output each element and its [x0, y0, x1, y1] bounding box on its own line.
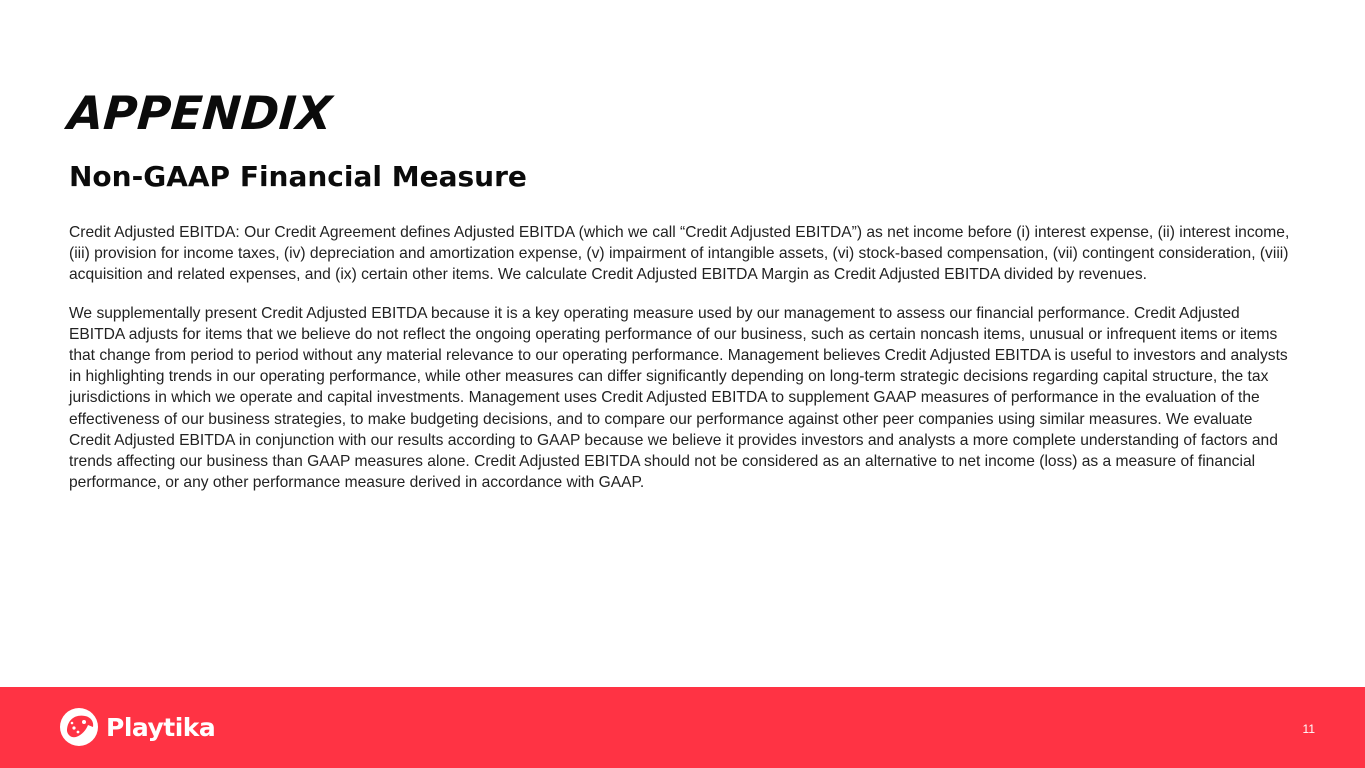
- page-title: APPENDIX: [66, 86, 334, 140]
- cheetah-logo-icon: [58, 706, 100, 748]
- footer-bar: [0, 687, 1365, 768]
- brand-name: Playtika: [106, 712, 216, 742]
- brand-logo: [58, 706, 215, 748]
- paragraph-rationale: We supplementally present Credit Adjusted EBITDA because it is a key operating measure used by our management to assess our financial performance. Credit Adjusted EBITDA adjusts for items that we believe do not reflect the ongoing operating performance of our business, such as certain noncash items, unusual or infrequent items or items that change from period to period without any material relevance to our operating performance. Management believes Credit Adjusted EBITDA is useful to investors and analysts in highlighting trends in our operating performance, while other measures can differ significantly depending on long-term strategic decisions regarding capital structure, the tax jurisdictions in which we operate and capital investments. Management uses Credit Adjusted EBITDA to supplement GAAP measures of performance in the evaluation of the effectiveness of our business strategies, to make budgeting decisions, and to compare our performance against other peer companies using similar measures. We evaluate Credit Adjusted EBITDA in conjunction with our results according to GAAP because we believe it provides investors and analysts a more complete understanding of factors and trends affecting our business than GAAP measures alone. Credit Adjusted EBITDA should not be considered as an alternative to net income (loss) as a measure of financial performance, or any other performance measure derived in accordance with GAAP.: [69, 304, 1288, 492]
- paragraph-definition: Credit Adjusted EBITDA: Our Credit Agreement defines Adjusted EBITDA (which we call “Credit Adjusted EBITDA”) as net income before (i) interest expense, (ii) interest income, (iii) provision for income taxes, (iv) depreciation and amortization expense, (v) impairment of intangible assets, (vi) stock-based compensation, (vii) contingent consideration, (viii) acquisition and related expenses, and (ix) certain other items. We calculate Credit Adjusted EBITDA Margin as Credit Adjusted EBITDA divided by revenues.: [69, 224, 1290, 284]
- body-text: [69, 222, 1294, 510]
- page-subtitle: Non-GAAP Financial Measure: [69, 160, 527, 193]
- page-number: 11: [1302, 722, 1315, 736]
